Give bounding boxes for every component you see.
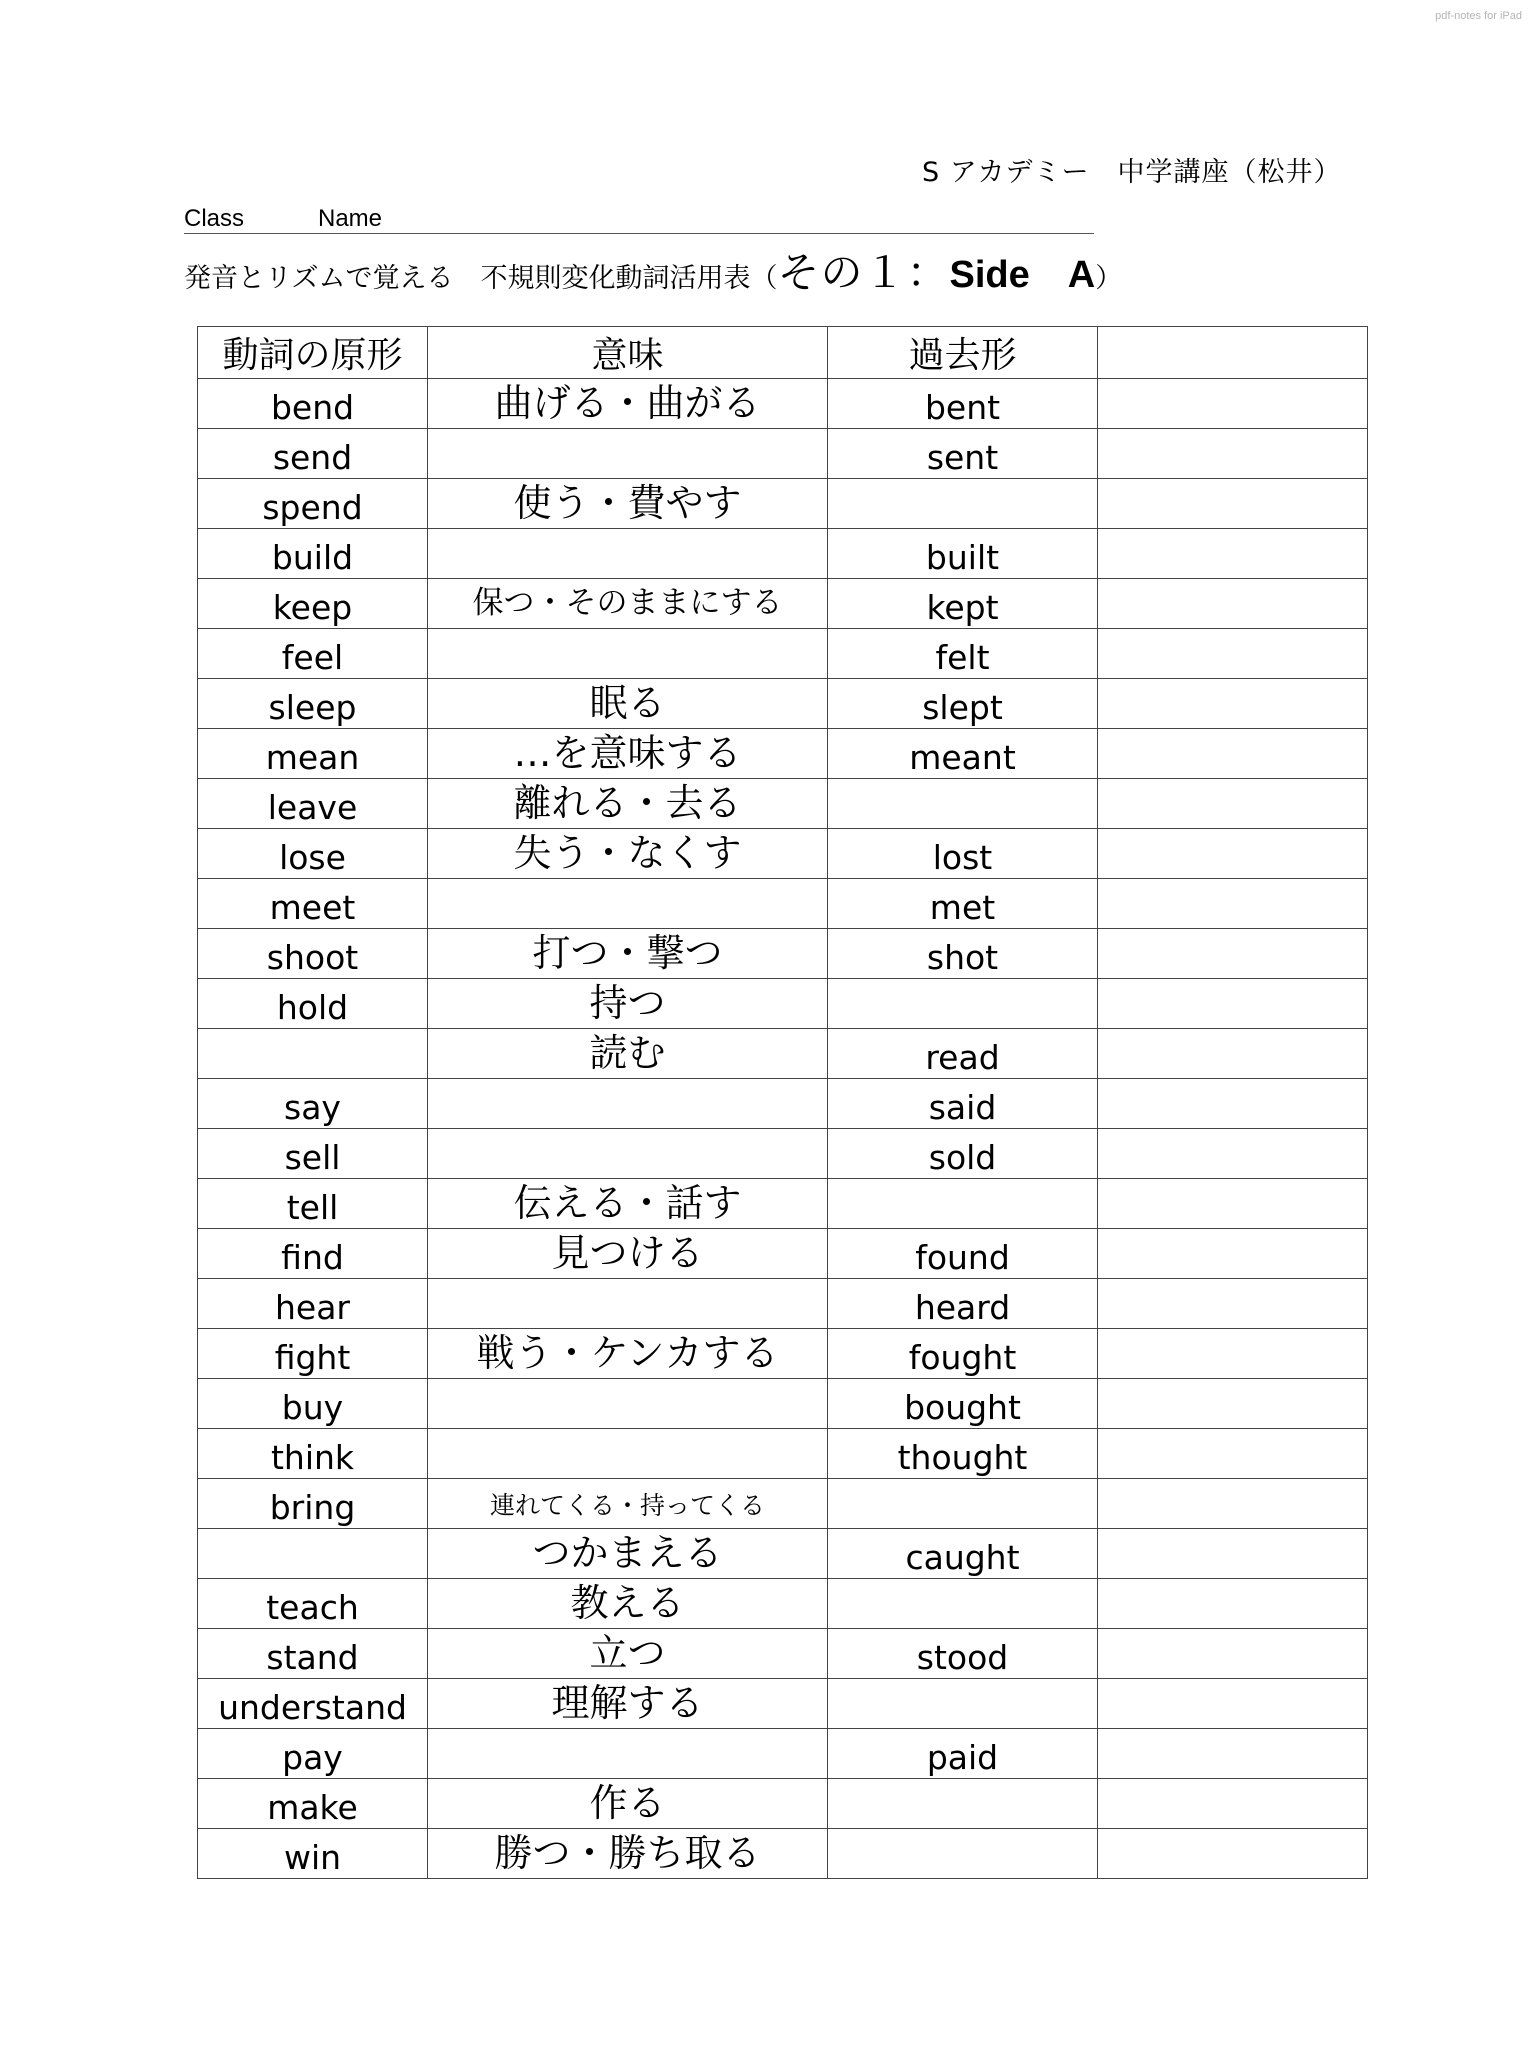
past-form: fought: [908, 1338, 1017, 1377]
past-form: shot: [926, 938, 999, 977]
blank-cell: [1098, 1379, 1368, 1429]
class-name-line: [184, 203, 1094, 234]
meaning-cell: [428, 1529, 828, 1579]
meaning-cell: [428, 679, 828, 729]
base-form-cell: [198, 529, 428, 579]
meaning-cell: [428, 1629, 828, 1679]
meaning: つかまえる: [532, 1531, 723, 1575]
table-row: [198, 429, 1368, 479]
meaning-cell: [428, 1079, 828, 1129]
table-row: [198, 529, 1368, 579]
base-form: think: [270, 1438, 355, 1477]
table-row: [198, 1029, 1368, 1079]
meaning-cell: [428, 529, 828, 579]
past-form-cell: [828, 379, 1098, 429]
base-form-cell: [198, 1279, 428, 1329]
meaning: 読む: [589, 1031, 666, 1075]
blank-cell: [1098, 1529, 1368, 1579]
past-form: paid: [926, 1738, 999, 1777]
past-form: caught: [905, 1538, 1020, 1577]
past-form: felt: [935, 638, 990, 677]
meaning: 立つ: [589, 1631, 666, 1675]
base-form-cell: [198, 1829, 428, 1879]
past-form-cell: [828, 779, 1098, 829]
meaning-cell: [428, 729, 828, 779]
base-form-cell: [198, 879, 428, 929]
blank-cell: [1098, 479, 1368, 529]
meaning-cell: [428, 1279, 828, 1329]
base-form: spend: [262, 488, 363, 527]
blank-cell: [1098, 1479, 1368, 1529]
meaning: 眠る: [589, 681, 666, 725]
base-form: hold: [276, 988, 349, 1027]
past-form-cell: [828, 1829, 1098, 1879]
blank-cell: [1098, 779, 1368, 829]
base-form: pay: [282, 1738, 343, 1777]
blank-cell: [1098, 379, 1368, 429]
meaning-cell: [428, 379, 828, 429]
base-form: buy: [281, 1388, 344, 1427]
meaning: 戦う・ケンカする: [476, 1331, 779, 1375]
meaning-cell: [428, 579, 828, 629]
header-past-form: 過去形: [828, 327, 1098, 379]
past-form: kept: [926, 588, 999, 627]
base-form-cell: [198, 1229, 428, 1279]
table-row: [198, 1129, 1368, 1179]
blank-cell: [1098, 579, 1368, 629]
blank-cell: [1098, 1129, 1368, 1179]
blank-cell: [1098, 679, 1368, 729]
verb-table-body: [198, 379, 1368, 1879]
base-form-cell: [198, 1479, 428, 1529]
meaning-cell: [428, 479, 828, 529]
past-form-cell: [828, 1229, 1098, 1279]
past-form: lost: [932, 838, 993, 877]
blank-cell: [1098, 429, 1368, 479]
meaning-cell: [428, 1779, 828, 1829]
past-form-cell: [828, 529, 1098, 579]
meaning: 失う・なくす: [513, 831, 742, 875]
past-form-cell: [828, 1379, 1098, 1429]
base-form-cell: [198, 979, 428, 1029]
past-form-cell: [828, 829, 1098, 879]
header-meaning: 意味: [428, 327, 828, 379]
blank-cell: [1098, 629, 1368, 679]
blank-cell: [1098, 1279, 1368, 1329]
base-form: leave: [267, 788, 358, 827]
meaning-cell: [428, 1679, 828, 1729]
table-row: [198, 1579, 1368, 1629]
app-watermark: pdf-notes for iPad: [1435, 10, 1522, 22]
meaning: …を意味する: [513, 731, 742, 775]
meaning-cell: [428, 1579, 828, 1629]
header-base-form: 動詞の原形: [198, 327, 428, 379]
meaning-cell: [428, 829, 828, 879]
table-row: [198, 629, 1368, 679]
meaning-cell: [428, 1829, 828, 1879]
base-form-cell: [198, 679, 428, 729]
meaning-cell: [428, 1729, 828, 1779]
table-row: [198, 1779, 1368, 1829]
header-blank: [1098, 327, 1368, 379]
blank-cell: [1098, 1029, 1368, 1079]
table-row: [198, 679, 1368, 729]
meaning: 連れてくる・持ってくる: [489, 1491, 765, 1520]
academy-title: S アカデミー 中学講座（松井）: [922, 157, 1342, 188]
table-row: [198, 1229, 1368, 1279]
past-form: slept: [922, 688, 1003, 727]
blank-cell: [1098, 1229, 1368, 1279]
base-form: build: [271, 538, 354, 577]
table-row: [198, 1279, 1368, 1329]
base-form-cell: [198, 1329, 428, 1379]
blank-cell: [1098, 1779, 1368, 1829]
table-row: [198, 1379, 1368, 1429]
meaning-cell: [428, 929, 828, 979]
base-form-cell: [198, 1679, 428, 1729]
past-form: bent: [924, 388, 1001, 427]
table-row: [198, 1479, 1368, 1529]
table-row: [198, 479, 1368, 529]
past-form: read: [925, 1038, 1000, 1077]
past-form-cell: [828, 1129, 1098, 1179]
title-prefix: 発音とリズムで覚える 不規則変化動詞活用表（: [184, 263, 778, 294]
meaning: 伝える・話す: [513, 1181, 742, 1225]
title-close: ）: [1095, 263, 1123, 294]
verb-table: [197, 326, 1368, 1879]
past-form-cell: [828, 1179, 1098, 1229]
blank-cell: [1098, 1679, 1368, 1729]
meaning-cell: [428, 429, 828, 479]
table-row: [198, 929, 1368, 979]
base-form: sell: [284, 1138, 341, 1177]
past-form-cell: [828, 1279, 1098, 1329]
meaning: 理解する: [551, 1681, 704, 1725]
title-number: その１：: [777, 248, 950, 297]
base-form: bend: [270, 388, 355, 427]
meaning: 見つける: [551, 1231, 704, 1275]
base-form-cell: [198, 1729, 428, 1779]
table-row: [198, 829, 1368, 879]
blank-cell: [1098, 829, 1368, 879]
base-form: send: [272, 438, 353, 477]
meaning: 使う・費やす: [513, 481, 742, 525]
base-form-cell: [198, 1029, 428, 1079]
blank-cell: [1098, 879, 1368, 929]
table-row: [198, 1829, 1368, 1879]
table-row: [198, 1629, 1368, 1679]
past-form-cell: [828, 929, 1098, 979]
blank-cell: [1098, 729, 1368, 779]
base-form-cell: [198, 1379, 428, 1429]
meaning: 保つ・そのままにする: [472, 585, 783, 621]
base-form-cell: [198, 1529, 428, 1579]
base-form-cell: [198, 379, 428, 429]
past-form-cell: [828, 1729, 1098, 1779]
past-form-cell: [828, 1579, 1098, 1629]
class-label: Class: [184, 205, 245, 232]
past-form-cell: [828, 1079, 1098, 1129]
past-form: bought: [904, 1388, 1021, 1427]
table-row: [198, 1329, 1368, 1379]
blank-cell: [1098, 1429, 1368, 1479]
meaning-cell: [428, 1479, 828, 1529]
base-form: hear: [274, 1288, 350, 1327]
past-form-cell: [828, 1429, 1098, 1479]
past-form: thought: [897, 1438, 1028, 1477]
past-form: stood: [916, 1638, 1009, 1677]
past-form-cell: [828, 1029, 1098, 1079]
base-form-cell: [198, 479, 428, 529]
past-form: met: [929, 888, 996, 927]
base-form-cell: [198, 1179, 428, 1229]
blank-cell: [1098, 929, 1368, 979]
base-form: shoot: [266, 938, 359, 977]
base-form-cell: [198, 579, 428, 629]
blank-cell: [1098, 1829, 1368, 1879]
table-row: [198, 579, 1368, 629]
table-row: [198, 1179, 1368, 1229]
base-form: meet: [269, 888, 356, 927]
past-form: sent: [926, 438, 999, 477]
base-form: say: [284, 1088, 341, 1127]
table-row: [198, 879, 1368, 929]
base-form-cell: [198, 1129, 428, 1179]
base-form-cell: [198, 1429, 428, 1479]
past-form: built: [925, 538, 1000, 577]
meaning-cell: [428, 629, 828, 679]
meaning: 離れる・去る: [513, 781, 742, 825]
table-row: [198, 1679, 1368, 1729]
meaning-cell: [428, 1429, 828, 1479]
meaning-cell: [428, 779, 828, 829]
past-form-cell: [828, 429, 1098, 479]
meaning-cell: [428, 1379, 828, 1429]
base-form: find: [281, 1238, 344, 1277]
base-form-cell: [198, 1079, 428, 1129]
past-form-cell: [828, 1679, 1098, 1729]
name-label: Name: [318, 205, 383, 232]
base-form: make: [267, 1788, 358, 1827]
past-form-cell: [828, 479, 1098, 529]
meaning-cell: [428, 1029, 828, 1079]
past-form: meant: [909, 738, 1016, 777]
past-form-cell: [828, 879, 1098, 929]
base-form-cell: [198, 729, 428, 779]
table-row: [198, 1429, 1368, 1479]
base-form-cell: [198, 929, 428, 979]
base-form: tell: [286, 1188, 339, 1227]
blank-cell: [1098, 1729, 1368, 1779]
base-form-cell: [198, 1629, 428, 1679]
table-header-row: [198, 327, 1368, 379]
base-form: sleep: [268, 688, 357, 727]
base-form: understand: [218, 1688, 407, 1727]
past-form-cell: [828, 1629, 1098, 1679]
past-form: heard: [914, 1288, 1011, 1327]
base-form: stand: [266, 1638, 359, 1677]
base-form: teach: [266, 1588, 359, 1627]
table-row: [198, 979, 1368, 1029]
base-form: bring: [269, 1488, 356, 1527]
blank-cell: [1098, 529, 1368, 579]
meaning-cell: [428, 1179, 828, 1229]
past-form-cell: [828, 729, 1098, 779]
meaning: 教える: [570, 1581, 685, 1625]
base-form: keep: [272, 588, 353, 627]
table-row: [198, 379, 1368, 429]
base-form: fight: [274, 1338, 351, 1377]
past-form-cell: [828, 679, 1098, 729]
meaning-cell: [428, 979, 828, 1029]
past-form: found: [915, 1238, 1010, 1277]
base-form: lose: [279, 838, 346, 877]
base-form-cell: [198, 779, 428, 829]
table-row: [198, 779, 1368, 829]
table-row: [198, 1729, 1368, 1779]
base-form: mean: [265, 738, 360, 777]
blank-cell: [1098, 1579, 1368, 1629]
base-form-cell: [198, 429, 428, 479]
blank-cell: [1098, 979, 1368, 1029]
past-form-cell: [828, 1329, 1098, 1379]
base-form-cell: [198, 829, 428, 879]
base-form: feel: [281, 638, 344, 677]
past-form: said: [928, 1088, 997, 1127]
base-form-cell: [198, 629, 428, 679]
blank-cell: [1098, 1329, 1368, 1379]
title-side: Side A: [949, 254, 1096, 296]
meaning: 作る: [589, 1781, 666, 1825]
meaning: 勝つ・勝ち取る: [494, 1831, 761, 1875]
past-form: sold: [928, 1138, 997, 1177]
blank-cell: [1098, 1079, 1368, 1129]
meaning: 打つ・撃つ: [532, 931, 723, 975]
meaning-cell: [428, 1129, 828, 1179]
past-form-cell: [828, 629, 1098, 679]
meaning-cell: [428, 1329, 828, 1379]
blank-cell: [1098, 1179, 1368, 1229]
past-form-cell: [828, 579, 1098, 629]
meaning: 持つ: [589, 981, 666, 1025]
past-form-cell: [828, 1779, 1098, 1829]
worksheet-title: [184, 240, 1122, 300]
meaning-cell: [428, 879, 828, 929]
past-form-cell: [828, 1479, 1098, 1529]
base-form-cell: [198, 1779, 428, 1829]
base-form: win: [283, 1838, 342, 1877]
past-form-cell: [828, 979, 1098, 1029]
table-row: [198, 1529, 1368, 1579]
past-form-cell: [828, 1529, 1098, 1579]
table-row: [198, 1079, 1368, 1129]
base-form-cell: [198, 1579, 428, 1629]
meaning-cell: [428, 1229, 828, 1279]
meaning: 曲げる・曲がる: [494, 381, 761, 425]
table-row: [198, 729, 1368, 779]
blank-cell: [1098, 1629, 1368, 1679]
